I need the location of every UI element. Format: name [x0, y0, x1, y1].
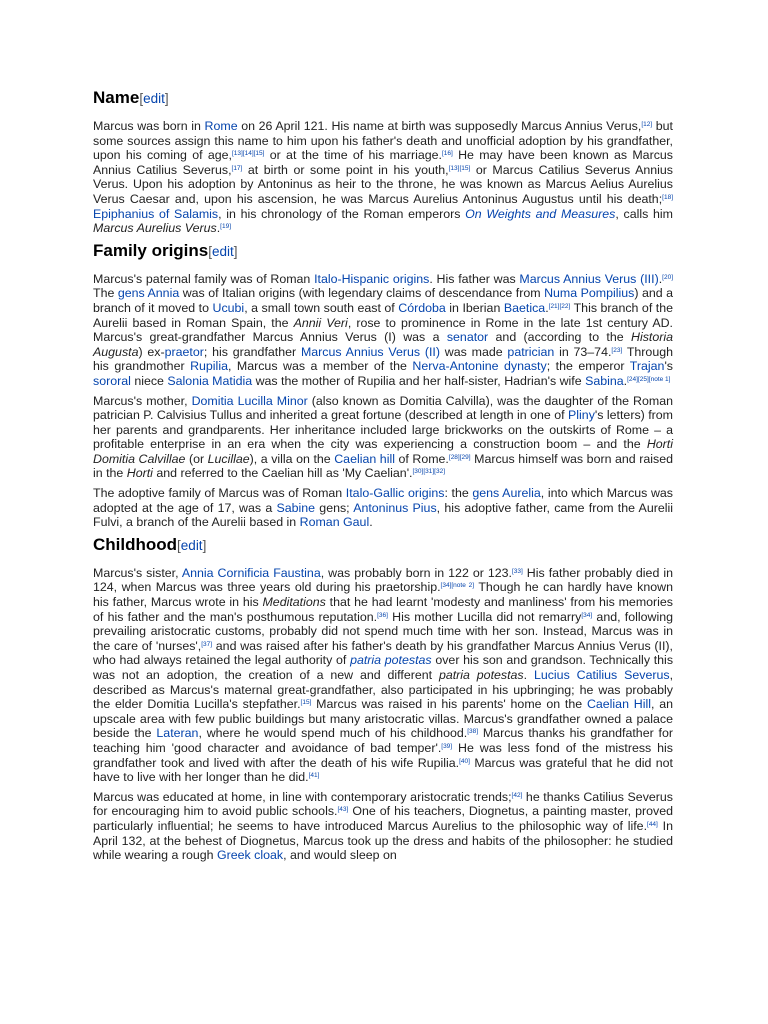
text-run: His mother Lucilla did not remarry — [387, 609, 582, 624]
text-run: that he had learnt 'modesty and manliness' from his memories of his father and the man's posthumous reputation. — [93, 595, 673, 624]
section-heading: Childhood[edit] — [93, 534, 207, 554]
wiki-link[interactable]: sororal — [93, 373, 131, 388]
citation-ref[interactable]: [12] — [641, 121, 653, 128]
text-run: Marcus's mother, — [93, 393, 192, 408]
text-run: , Marcus was a member of the — [227, 359, 413, 374]
citation-ref[interactable]: [38] — [467, 728, 479, 736]
text-run: Marcus was grateful that he did not have to live with her longer than he did. — [93, 755, 673, 785]
section-family-origins — [93, 241, 673, 530]
edit-link[interactable]: edit — [212, 243, 234, 259]
citation-ref[interactable]: [44] — [647, 820, 658, 828]
wiki-link[interactable]: Salonia Matidia — [167, 373, 253, 388]
text-run: was of Italian origins (with legendary claims of descendance from — [179, 286, 545, 301]
wiki-link[interactable]: Epiphanius of Salamis — [93, 206, 219, 221]
wiki-link[interactable]: Greek cloak — [216, 848, 284, 863]
wiki-link[interactable]: gens Aurelia — [472, 486, 541, 501]
text-run: Marcus was raised in his parents' home on the — [311, 697, 587, 712]
section-heading: Family origins[edit] — [93, 240, 238, 260]
text-run: : the — [444, 486, 473, 501]
text-run: was made — [439, 344, 508, 359]
wiki-link[interactable]: gens Annia — [117, 286, 180, 301]
text-run: ), a villa on the — [249, 451, 335, 466]
wiki-link[interactable]: Rupilia — [190, 359, 228, 374]
text-run: The adoptive family of Marcus was of Roman — [93, 486, 346, 501]
wiki-link[interactable]: patria potestas — [350, 653, 432, 668]
text-run: The — [93, 286, 118, 301]
paragraph — [93, 566, 673, 785]
text-run: Marcus was educated at home, in line with contemporary aristocratic trends; — [93, 789, 512, 804]
wiki-link[interactable]: Caelian Hill — [586, 697, 651, 712]
wiki-link[interactable]: Lateran — [156, 726, 199, 741]
section-title: Family origins — [93, 240, 209, 260]
wiki-link[interactable]: patrician — [507, 344, 555, 359]
citation-ref[interactable]: [39] — [441, 742, 453, 750]
section-name — [93, 88, 673, 236]
edit-link[interactable]: edit — [143, 91, 165, 106]
italic-text: Horti — [126, 466, 153, 481]
section-childhood — [93, 535, 673, 863]
wiki-link[interactable]: Córdoba — [398, 300, 446, 315]
wiki-link[interactable]: Rome — [204, 119, 238, 133]
citation-ref[interactable]: [34] — [581, 611, 593, 619]
text-run: , in his chronology of the Roman emperors — [218, 206, 466, 221]
paragraph — [93, 790, 673, 863]
text-run: Marcus's sister, — [93, 565, 182, 580]
italic-text: Historia Augusta — [93, 330, 674, 359]
text-run: on 26 April 121. His name at birth was supposedly Marcus Annius Verus, — [237, 119, 642, 133]
text-run: . — [523, 668, 534, 682]
citation-ref[interactable]: [17] — [231, 164, 243, 172]
text-run: Marcus himself was born and raised in the — [93, 451, 673, 481]
text-run: (also known as Domitia Calvilla), was the daughter of the Roman patrician P. Calvisius Tullus and inherited a great fortune (described at length in one of — [93, 393, 673, 423]
text-run: , described as Marcus's maternal great-grandfather, also participated in his upbringing; he was probably the elder Domitia Lucilla's stepfather. — [93, 668, 674, 712]
section-paragraphs — [93, 566, 673, 863]
wiki-link[interactable]: Caelian hill — [334, 451, 395, 466]
wiki-link[interactable]: Sabine — [276, 500, 316, 515]
text-run: or Marcus Catilius Severus Annius Verus. Upon his adoption by Antoninus as heir to the throne, he was known as Marcus Aelius Aurelius Verus Caesar and, upon his ascension, he was Marcus Aurelius Antoninus Augustus until his death; — [93, 162, 673, 206]
paragraph — [93, 486, 673, 530]
citation-ref[interactable]: [24][25][note 1] — [627, 375, 671, 383]
citation-ref[interactable]: [34][note 2] — [440, 582, 475, 590]
text-run: Through his grandmother — [93, 344, 673, 374]
citation-ref[interactable]: [33] — [511, 567, 523, 575]
text-run: was the mother of Rupilia and her half-sister, Hadrian's wife — [252, 373, 586, 388]
text-run: . His father was — [429, 271, 520, 286]
wiki-link[interactable]: Roman Gaul — [299, 515, 370, 530]
citation-ref[interactable]: [13][14][15] — [231, 150, 265, 158]
edit-link[interactable]: edit — [180, 537, 203, 553]
citation-ref[interactable]: [30][31][32] — [412, 468, 446, 476]
text-run: ; his grandfather — [203, 344, 301, 359]
citation-ref[interactable]: [18] — [662, 193, 673, 201]
wiki-link[interactable]: praetor — [164, 344, 204, 359]
text-run: , calls him — [615, 206, 673, 221]
italic-text: Meditations — [262, 595, 326, 610]
text-run: Though he can hardly have known his father, Marcus wrote in his — [93, 580, 673, 610]
text-run: In April 132, at the behest of Diognetus, Marcus took up the dress and habits of the philosopher: he studied while wearing a rough — [93, 818, 673, 863]
text-run: but some sources assign this name to him upon his father's death and unofficial adoption by his grandfather, upon his coming of age, — [93, 119, 673, 163]
wiki-link[interactable]: Italo-Gallic origins — [345, 486, 445, 501]
wiki-link[interactable]: On Weights and Measures — [465, 206, 616, 221]
italic-text: Horti Domitia Calvillae — [93, 437, 673, 466]
citation-ref[interactable]: [43] — [337, 806, 349, 814]
text-run: and, following prevailing aristocratic customs, probably did not spend much time with her son. Instead, Marcus was in the care of 'nurses', — [93, 609, 673, 653]
text-run: Marcus's paternal family was of Roman — [93, 271, 315, 286]
text-run: He may have been known as Marcus Annius Catilius Severus, — [93, 148, 673, 177]
text-run: in 73–74. — [554, 344, 612, 359]
section-title: Childhood — [93, 534, 178, 554]
text-run: , rose to prominence in Rome in the late 1st century AD. Marcus's great-grandfather Marcus Annius Verus (I) was a — [93, 315, 673, 345]
text-run: , an upscale area with few public buildings but many aristocratic villas. Marcus's grandfather owned a palace beside the — [93, 697, 673, 741]
text-run: . — [658, 271, 663, 286]
wiki-link[interactable]: Lucius Catilius Severus — [533, 668, 670, 682]
wiki-link[interactable]: Pliny — [568, 408, 595, 423]
citation-ref[interactable]: [42] — [511, 791, 523, 799]
section-paragraphs — [93, 119, 673, 236]
text-run: , his adoptive father, came from the Aurelii Fulvi, a branch of the Aurelii based in — [93, 500, 673, 530]
text-run: , was probably born in 122 or 123. — [320, 565, 512, 580]
wiki-link[interactable]: Domitia Lucilla Minor — [191, 393, 308, 408]
paragraph — [93, 272, 673, 389]
paragraph — [93, 119, 673, 236]
text-run: He was less fond of the mistress his grandfather took and lived with after the death of his wife Rupilia. — [93, 740, 673, 770]
text-run: ) ex- — [138, 344, 165, 359]
text-run: ; the emperor — [546, 359, 630, 374]
citation-ref[interactable]: [16] — [441, 150, 453, 158]
paragraph — [93, 394, 673, 482]
text-run: he thanks Catilius Severus for encouraging him to avoid public schools. — [93, 789, 673, 819]
citation-ref[interactable]: [41] — [308, 772, 320, 780]
section-title: Name — [93, 88, 140, 107]
citation-ref[interactable]: [28][29] — [448, 453, 471, 461]
text-run: and was raised after his father's death by his grandfather Marcus Annius Verus (II), who had always retained the legal authority of — [93, 638, 673, 668]
text-run: or at the time of his marriage. — [264, 148, 442, 163]
text-run: and referred to the Caelian hill as 'My Caelian'. — [152, 466, 413, 481]
wiki-link[interactable]: Trajan — [629, 359, 665, 374]
text-run: , where he would spend much of his childhood. — [198, 726, 468, 741]
citation-ref[interactable]: [23] — [611, 346, 623, 354]
wiki-link[interactable]: Italo-Hispanic origins — [314, 271, 430, 286]
text-run: ) and a branch of it moved to — [93, 286, 673, 315]
text-run: and (according to the — [488, 330, 632, 345]
wiki-link[interactable]: Baetica — [503, 300, 546, 315]
text-run: . — [216, 221, 221, 236]
wiki-link[interactable]: Nerva-Antonine dynasty — [412, 359, 547, 374]
text-run: One of his teachers, Diognetus, a painting master, proved particularly influential; he seems to have introduced Marcus Aurelius to the philosophic way of life. — [93, 804, 673, 833]
citation-ref[interactable]: [21][22] — [548, 302, 571, 310]
wiki-link[interactable]: Marcus Annius Verus (II) — [300, 344, 440, 359]
citation-ref[interactable]: [36] — [377, 611, 388, 619]
italic-text: Annii Veri — [293, 315, 348, 330]
text-run: , and would sleep on — [283, 848, 397, 863]
wiki-link[interactable]: Marcus Annius Verus (III) — [519, 271, 659, 286]
text-run: of Rome. — [394, 451, 449, 466]
text-run: at birth or some point in his youth, — [242, 162, 449, 177]
text-run: Marcus was born in — [93, 119, 205, 133]
text-run: in Iberian — [445, 300, 504, 315]
section-heading: Name[edit] — [93, 88, 169, 107]
text-run: (or — [185, 451, 208, 466]
wiki-link[interactable]: Annia Cornificia Faustina — [181, 565, 321, 580]
wiki-link[interactable]: Antoninus Pius — [353, 500, 437, 515]
text-run: 's letters) from her parents and grandparents. Her inheritance included large brickworks on the outskirts of Rome – a profitable enterprise in an era when the city was experiencing a construction boom – and the — [93, 408, 673, 452]
wiki-link[interactable]: Sabina — [585, 373, 624, 388]
text-run: over his son and grandson. Technically this was not an adoption, the creation of a new and different — [93, 653, 674, 682]
text-run: . — [623, 373, 628, 388]
italic-text: Lucillae — [207, 451, 250, 466]
section-paragraphs — [93, 272, 673, 530]
text-run: , into which Marcus was adopted at the age of 17, was a — [93, 486, 674, 515]
italic-text: patria potestas — [438, 668, 524, 682]
citation-ref[interactable]: [15] — [300, 699, 312, 707]
text-run: 's — [664, 359, 673, 374]
text-run: Marcus thanks his grandfather for teaching him 'good character and avoidance of bad temper'. — [93, 726, 674, 755]
wiki-link[interactable]: senator — [446, 330, 489, 345]
citation-ref[interactable]: [37] — [201, 640, 213, 648]
citation-ref[interactable]: [13][15] — [448, 164, 471, 172]
text-run: His father probably died in 124, when Marcus was three years old during his praetorship. — [93, 565, 673, 595]
text-run: . — [369, 515, 373, 530]
text-run: gens; — [315, 500, 354, 515]
text-run: niece — [130, 373, 168, 388]
wiki-link[interactable]: Ucubi — [212, 300, 245, 315]
text-run: . — [545, 300, 549, 315]
citation-ref[interactable]: [19] — [220, 223, 232, 231]
text-run: This branch of the Aurelii based in Roman Spain, the — [93, 300, 673, 330]
text-run: , a small town south east of — [244, 300, 399, 315]
wiki-link[interactable]: Numa Pompilius — [544, 286, 635, 301]
article-body — [93, 88, 673, 868]
citation-ref[interactable]: [40] — [459, 757, 470, 765]
citation-ref[interactable]: [20] — [662, 273, 673, 281]
italic-text: Marcus Aurelius Verus — [93, 221, 217, 236]
